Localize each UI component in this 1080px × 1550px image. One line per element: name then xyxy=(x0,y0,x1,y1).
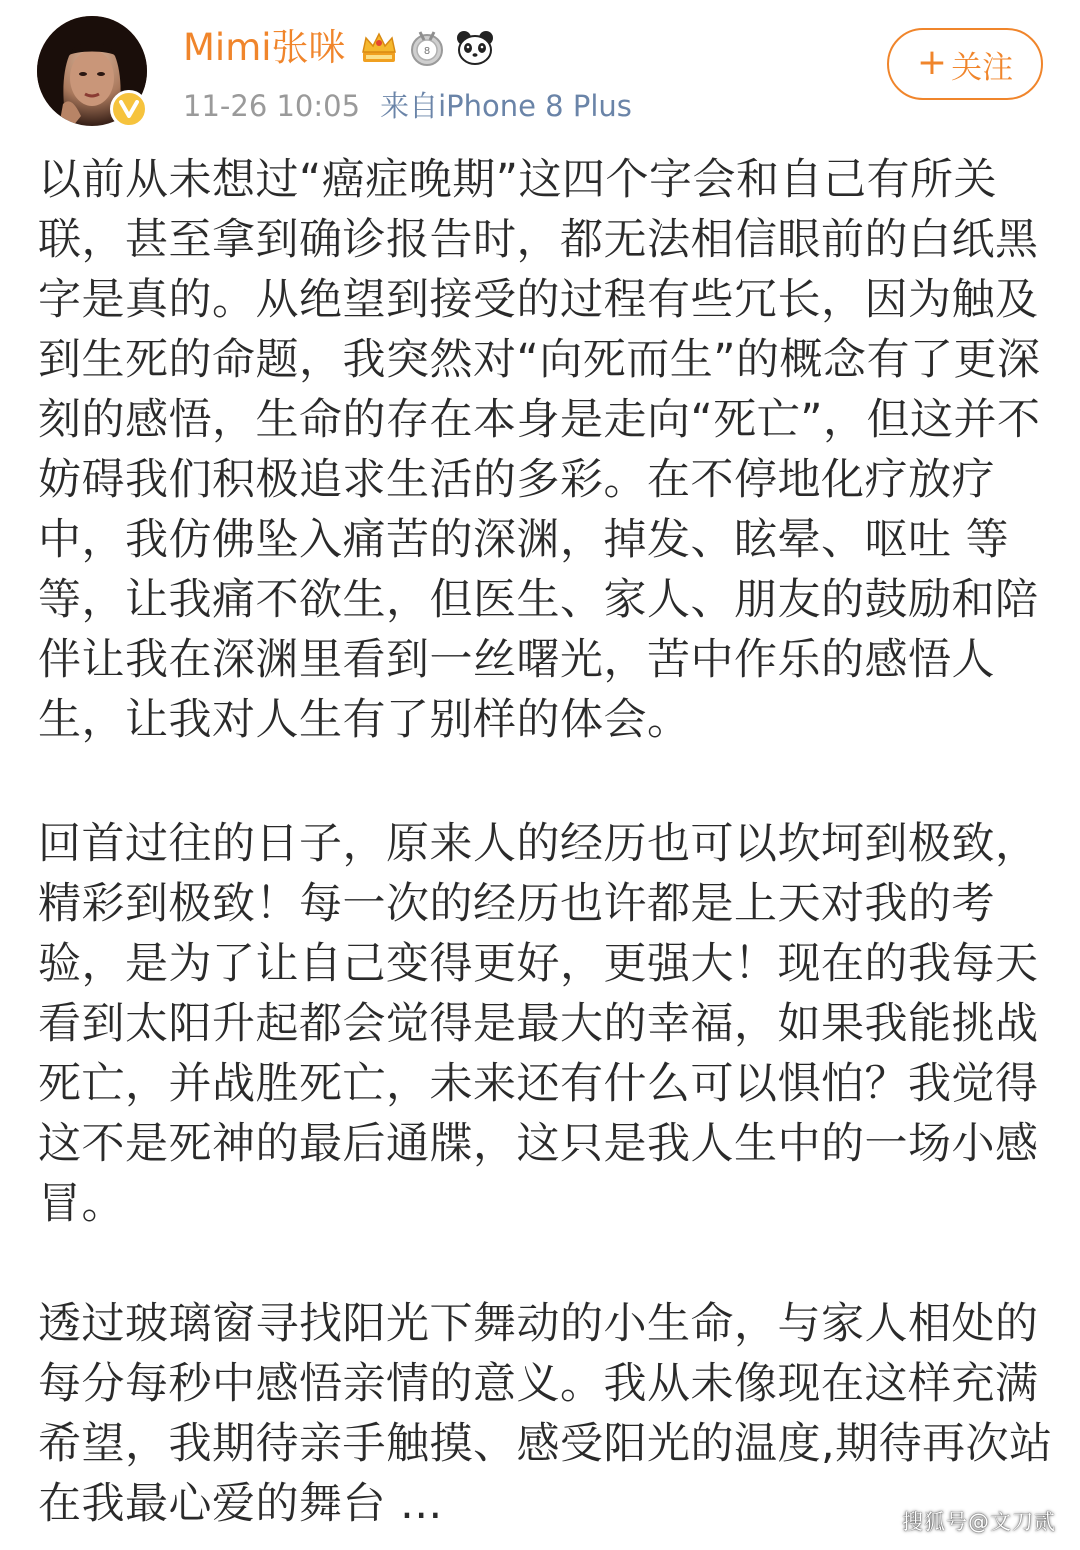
text-line: 透过玻璃窗寻找阳光下舞动的小生命，与家人相处的 xyxy=(38,1299,1039,1349)
text-line: 精彩到极致！每一次的经历也许都是上天对我的考 xyxy=(38,879,995,929)
plus-icon: + xyxy=(916,42,948,83)
text-line: 在我最心爱的舞台 ... xyxy=(38,1479,443,1529)
text-line: 中，我仿佛坠入痛苦的深渊，掉发、眩晕、呕吐 等 xyxy=(38,515,1010,565)
text-line: 这不是死神的最后通牒，这只是我人生中的一场小感 xyxy=(38,1119,1039,1169)
post-source[interactable]: 来自iPhone 8 Plus xyxy=(380,89,632,123)
text-line: 希望，我期待亲手触摸、感受阳光的温度,期待再次站 xyxy=(38,1419,1053,1469)
follow-button[interactable] xyxy=(887,28,1043,100)
text-line: 看到太阳升起都会觉得是最大的幸福，如果我能挑战 xyxy=(38,999,1039,1049)
text-line: 等，让我痛不欲生，但医生、家人、朋友的鼓励和陪 xyxy=(38,575,1039,625)
post-paragraph xyxy=(38,814,1039,1234)
post-paragraph xyxy=(38,1294,1053,1534)
sohu-watermark: 搜狐号@文刀贰 xyxy=(902,1510,1056,1534)
author-badges xyxy=(359,26,495,70)
text-line: 到生死的命题，我突然对“向死而生”的概念有了更深 xyxy=(38,335,1041,385)
post-timestamp: 11-26 10:05 xyxy=(183,89,361,123)
text-line: 每分每秒中感悟亲情的意义。我从未像现在这样充满 xyxy=(38,1359,1039,1409)
text-line: 生，让我对人生有了别样的体会。 xyxy=(38,695,691,745)
text-line: 以前从未想过“癌症晚期”这四个字会和自己有所关 xyxy=(38,155,998,205)
post-meta xyxy=(183,84,632,128)
medal-icon[interactable] xyxy=(407,28,447,68)
follow-button-label: 关注 xyxy=(951,49,1014,86)
verified-v-icon xyxy=(110,90,148,128)
text-line: 刻的感悟，生命的存在本身是走向“死亡”，但这并不 xyxy=(38,395,1041,445)
text-line: 验，是为了让自己变得更好，更强大！现在的我每天 xyxy=(38,939,1039,989)
text-line: 冒。 xyxy=(38,1179,125,1229)
text-line: 回首过往的日子，原来人的经历也可以坎坷到极致， xyxy=(38,819,1039,869)
panda-icon[interactable] xyxy=(455,28,495,68)
text-line: 死亡，并战胜死亡，未来还有什么可以惧怕？我觉得 xyxy=(38,1059,1039,1109)
author-name[interactable]: Mimi张咪 xyxy=(183,26,346,69)
text-line: 妨碍我们积极追求生活的多彩。在不停地化疗放疗 xyxy=(38,455,995,505)
post-paragraph xyxy=(38,150,1041,750)
text-line: 伴让我在深渊里看到一丝曙光，苦中作乐的感悟人 xyxy=(38,635,995,685)
text-line: 字是真的。从绝望到接受的过程有些冗长，因为触及 xyxy=(38,275,1039,325)
text-line: 联，甚至拿到确诊报告时，都无法相信眼前的白纸黑 xyxy=(38,215,1039,265)
crown-icon[interactable] xyxy=(359,28,399,68)
svg-text:8: 8 xyxy=(423,46,431,57)
